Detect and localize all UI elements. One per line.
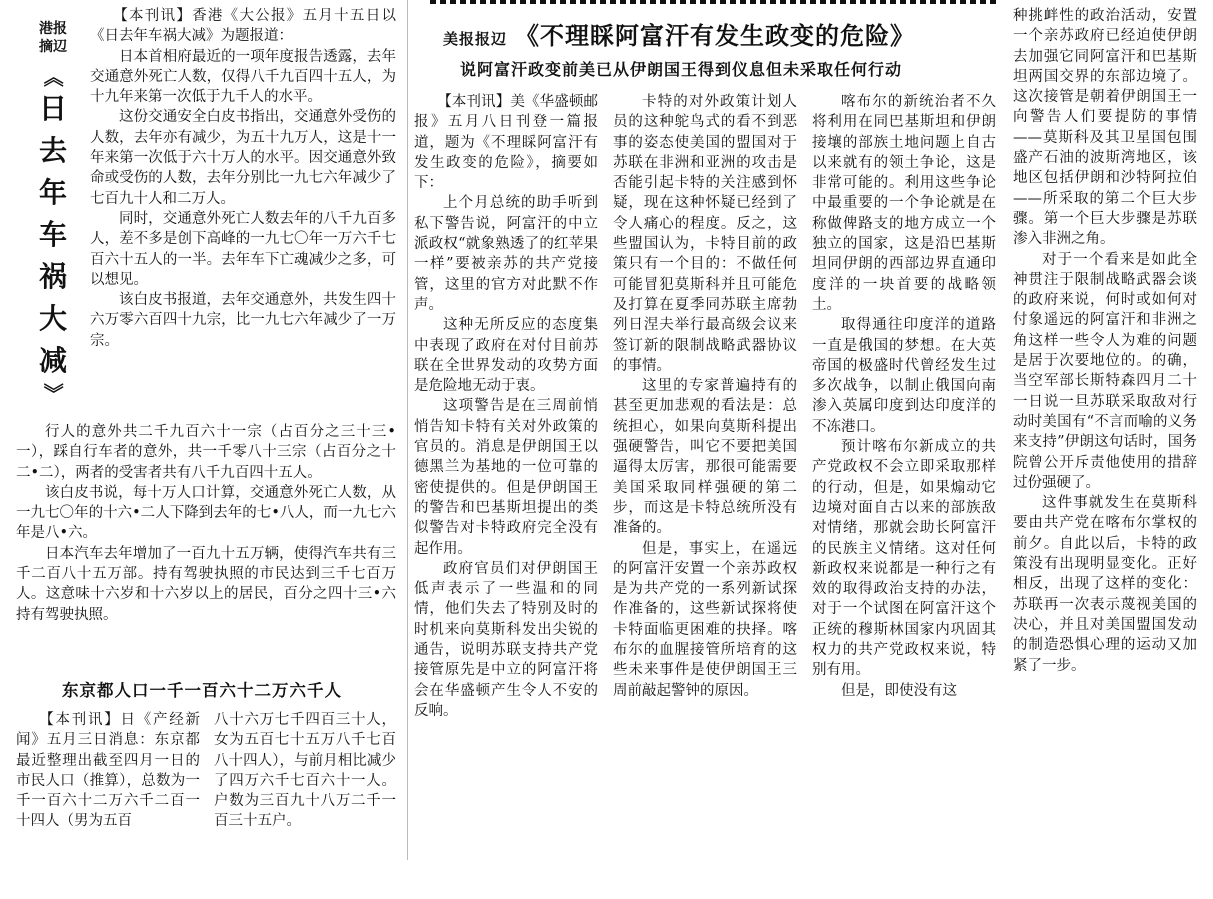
section-tag-line: 摘辺 (39, 39, 67, 55)
paragraph: 取得通往印度洋的道路一直是俄国的梦想。在大英帝国的极盛时代曾经发生过多次战争，以制止俄国向南渗入英属印度到达印度洋的不冻港口。 (812, 317, 996, 435)
left-article-bottom (16, 422, 396, 625)
paragraph: 但是，事实上，在遥远的阿富汗安置一个亲苏政权是为共产党的一系列新试探作准备的，这些新试探将使卡特面临更困难的抉择。喀布尔的血腥接管所培育的这些未来事件是使伊朗国王三周前敲起警钟的原因。 (613, 540, 797, 699)
paragraph: 这份交通安全白皮书指出，交通意外受伤的人数，去年亦有减少，为五十九万人，这是十一年来第一次低于六十万人的水平。因交通意外致命或受伤的人数，去年分别比一九七六年减少了七百九十人和二万人。 (90, 109, 396, 207)
vertical-headline-char: 车 (38, 218, 67, 251)
paragraph: 日本汽车去年增加了一百九十五万辆，使得汽车共有三千二百八十五万部。持有驾驶执照的市民达到三千七百万人。这意味十六岁和十六岁以上的居民，百分之四十三•六持有驾驶执照。 (16, 545, 396, 623)
vertical-headline-char: 祸 (38, 260, 67, 293)
paragraph: 日本首相府最近的一项年度报告透露，去年交通意外死亡人数，仅得八千九百四十五人，为十九年来第一次低于九千人的水平。 (90, 48, 396, 106)
paragraph: 上个月总统的助手听到私下警告说，阿富汗的中立派政权“就象熟透了的红苹果一样”要被亲苏的共产党接管，这里的官方对此默不作声。 (414, 195, 598, 313)
paragraph: 同时，交通意外死亡人数去年的八千九百多人，差不多是创下高峰的一九七〇年一万六千七百六十五人的一半。去年车下亡魂减少之多，可以想见。 (90, 210, 396, 288)
vertical-headline-char: 《 (41, 67, 65, 87)
paragraph: 但是，即使没有这 (841, 682, 957, 699)
article-subhead: 说阿富汗政变前美已从伊朗国王得到仪息但未采取任何行动 (460, 60, 903, 79)
paragraph: 该白皮书说，每十万人口计算，交通意外死亡人数，从一九七〇年的十六•二人下降到去年的七•八人，而一九七六年是八•六。 (16, 484, 396, 542)
top-rule (430, 0, 1000, 4)
vertical-headline-char: 去 (38, 134, 67, 167)
paragraph: 喀布尔的新统治者不久将利用在同巴基斯坦和伊朗接壤的部族土地问题上自古以来就有的领土争论，这是非常可能的。利用这些争论中最重要的一个争论就是在称做俾路支的地方成立一个独立的国家，这是沿巴基斯坦同伊朗的西部边界直通印度洋的一块首要的战略领土。 (812, 94, 996, 313)
paragraph: 对于一个看来是如此全神贯注于限制战略武器会谈的政府来说，何时或如何对付象遥远的阿富汗和非洲之角这样一些令人为难的问题是居于次要地位的。的确，当空军部长斯特森四月二十一日说一旦苏联采取敌对行动时美国有“不言而喻的义务来支持”伊朗这句话时，国务院曾公开斥责他使用的措辞过份强硬了。 (1013, 251, 1197, 491)
paragraph: 预计喀布尔新成立的共产党政权不会立即采取那样的行动，但是，如果煽动它边境对面自古以来的部族敌对情绪，那就会助长阿富汗的民族主义情绪。这对任何新政权来说都是一种行之有效的取得政治支持的办法，对于一个试图在阿富汗这个正统的穆斯林国家内巩固其权力的共产党政权来说，特别有用。 (812, 439, 996, 679)
paragraph: 该白皮书报道，去年交通意外，共发生四十六万零六百四十九宗，比一九七六年减少了一万宗。 (90, 292, 396, 349)
paragraph: 这种无所反应的态度集中表现了政府在对付目前苏联在全世界发动的攻势方面是危险地无动于衷。 (414, 317, 598, 395)
section-tag (35, 20, 71, 56)
paragraph: 【本刊讯】香港《大公报》五月十五日以《日去年车祸大减》为题报道： (90, 8, 396, 45)
vertical-headline-char: 大 (38, 302, 67, 335)
tokyo-column-2 (214, 710, 396, 832)
paragraph: 【本刊讯】美《华盛顿邮报》五月八日刊登一篇报道，题为《不理睬阿富汗有发生政变的危险》，摘要如下： (414, 94, 598, 192)
vertical-headline (36, 66, 70, 404)
paragraph: 这项警告是在三周前悄悄告知卡特有关对外政策的官员的。消息是伊朗国王以德黑兰为基地的一位可靠的密使提供的。但是伊朗国王的警告和巴基斯坦提出的类似警告对卡特政府完全没有起作用。 (414, 398, 598, 557)
article-headline (443, 16, 1003, 51)
vertical-headline-char: 减 (38, 344, 67, 377)
tokyo-text-1: 【本刊讯】日《产经新闻》五月三日消息：东京都最近整理出截至四月一日的市民人口（推算），总数为一千一百六十二万六千二百一十四人（男为五百 (16, 712, 200, 830)
paragraph: 行人的意外共二千九百六十一宗（占百分之三十三•一），踩自行车者的意外，共一千零八十三宗（占百分之十二•二），两者的受害者共有八千九百四十五人。 (16, 424, 396, 481)
article-column-2 (613, 92, 797, 701)
paragraph: 卡特的对外政策计划人员的这种鸵鸟式的看不到恶事的姿态使美国的盟国对于苏联在非洲和亚洲的攻击是否能引起卡特的关注感到怀疑，现在这种怀疑已经到了令人痛心的程度。反之，这些盟国认为，卡特目前的政策只有一个目的：不做任何可能冒犯莫斯科并且可能危及打算在夏季同苏联主席勃列日涅夫举行最高级会议来签订新的限制战略武器协议的事情。 (613, 94, 797, 374)
article-column-1 (414, 92, 598, 721)
vertical-headline-char: 年 (38, 176, 67, 209)
article-kicker: 美报报辺 (443, 30, 508, 48)
vertical-headline-char: 》 (41, 383, 65, 403)
paragraph: 这件事就发生在莫斯科要由共产党在喀布尔掌权的前夕。自此以后，卡特的政策没有出现明显变化。正好相反，出现了这样的变化：苏联再一次表示蔑视美国的决心，并且对美国盟国发动的制造恐惧心理的运动又加紧了一步。 (1013, 495, 1197, 674)
tokyo-text-2: 八十六万七千四百三十人，女为五百七十五万八千七百八十四人），与前月相比减少了四万六千七百六十一人。户数为三百九十八万二千一百三十五户。 (214, 712, 396, 830)
paragraph: 这里的专家普遍持有的甚至更加悲观的看法是：总统担心，如果向莫斯科提出强硬警告，叫它不要把美国逼得太厉害，那很可能需要美国采取同样强硬的第二步，而这是卡特总统所没有准备的。 (613, 378, 797, 537)
article-column-4 (1013, 6, 1197, 676)
column-divider (407, 0, 408, 860)
article-title: 《不理睬阿富汗有发生政变的危险》 (515, 21, 916, 50)
vertical-headline-char: 日 (38, 92, 67, 125)
left-article-top (90, 6, 396, 351)
paragraph: 政府官员们对伊朗国王低声表示了一些温和的同情，他们失去了特别及时的时机来向莫斯科发出尖锐的通告，说明苏联支持共产党接管原先是中立的阿富汗将会在华盛顿产生令人不安的反响。 (414, 560, 598, 719)
tokyo-column-1 (16, 710, 200, 832)
section-tag-line: 港报 (39, 21, 67, 37)
tokyo-subtitle: 东京都人口一千一百六十二万六千人 (62, 681, 342, 700)
paragraph: 种挑衅性的政治活动，安置一个亲苏政府已经迫使伊朗去加强它同阿富汗和巴基斯坦两国交界的东部边境了。这次接管是朝着伊朗国王一向警告人们要提防的事情——莫斯科及其卫星国包围盛产石油的波斯湾地区，该地区包括伊朗和沙特阿拉伯——所采取的第二个巨大步骤。第一个巨大步骤是苏联渗入非洲之角。 (1013, 8, 1197, 248)
article-column-3 (812, 92, 996, 701)
